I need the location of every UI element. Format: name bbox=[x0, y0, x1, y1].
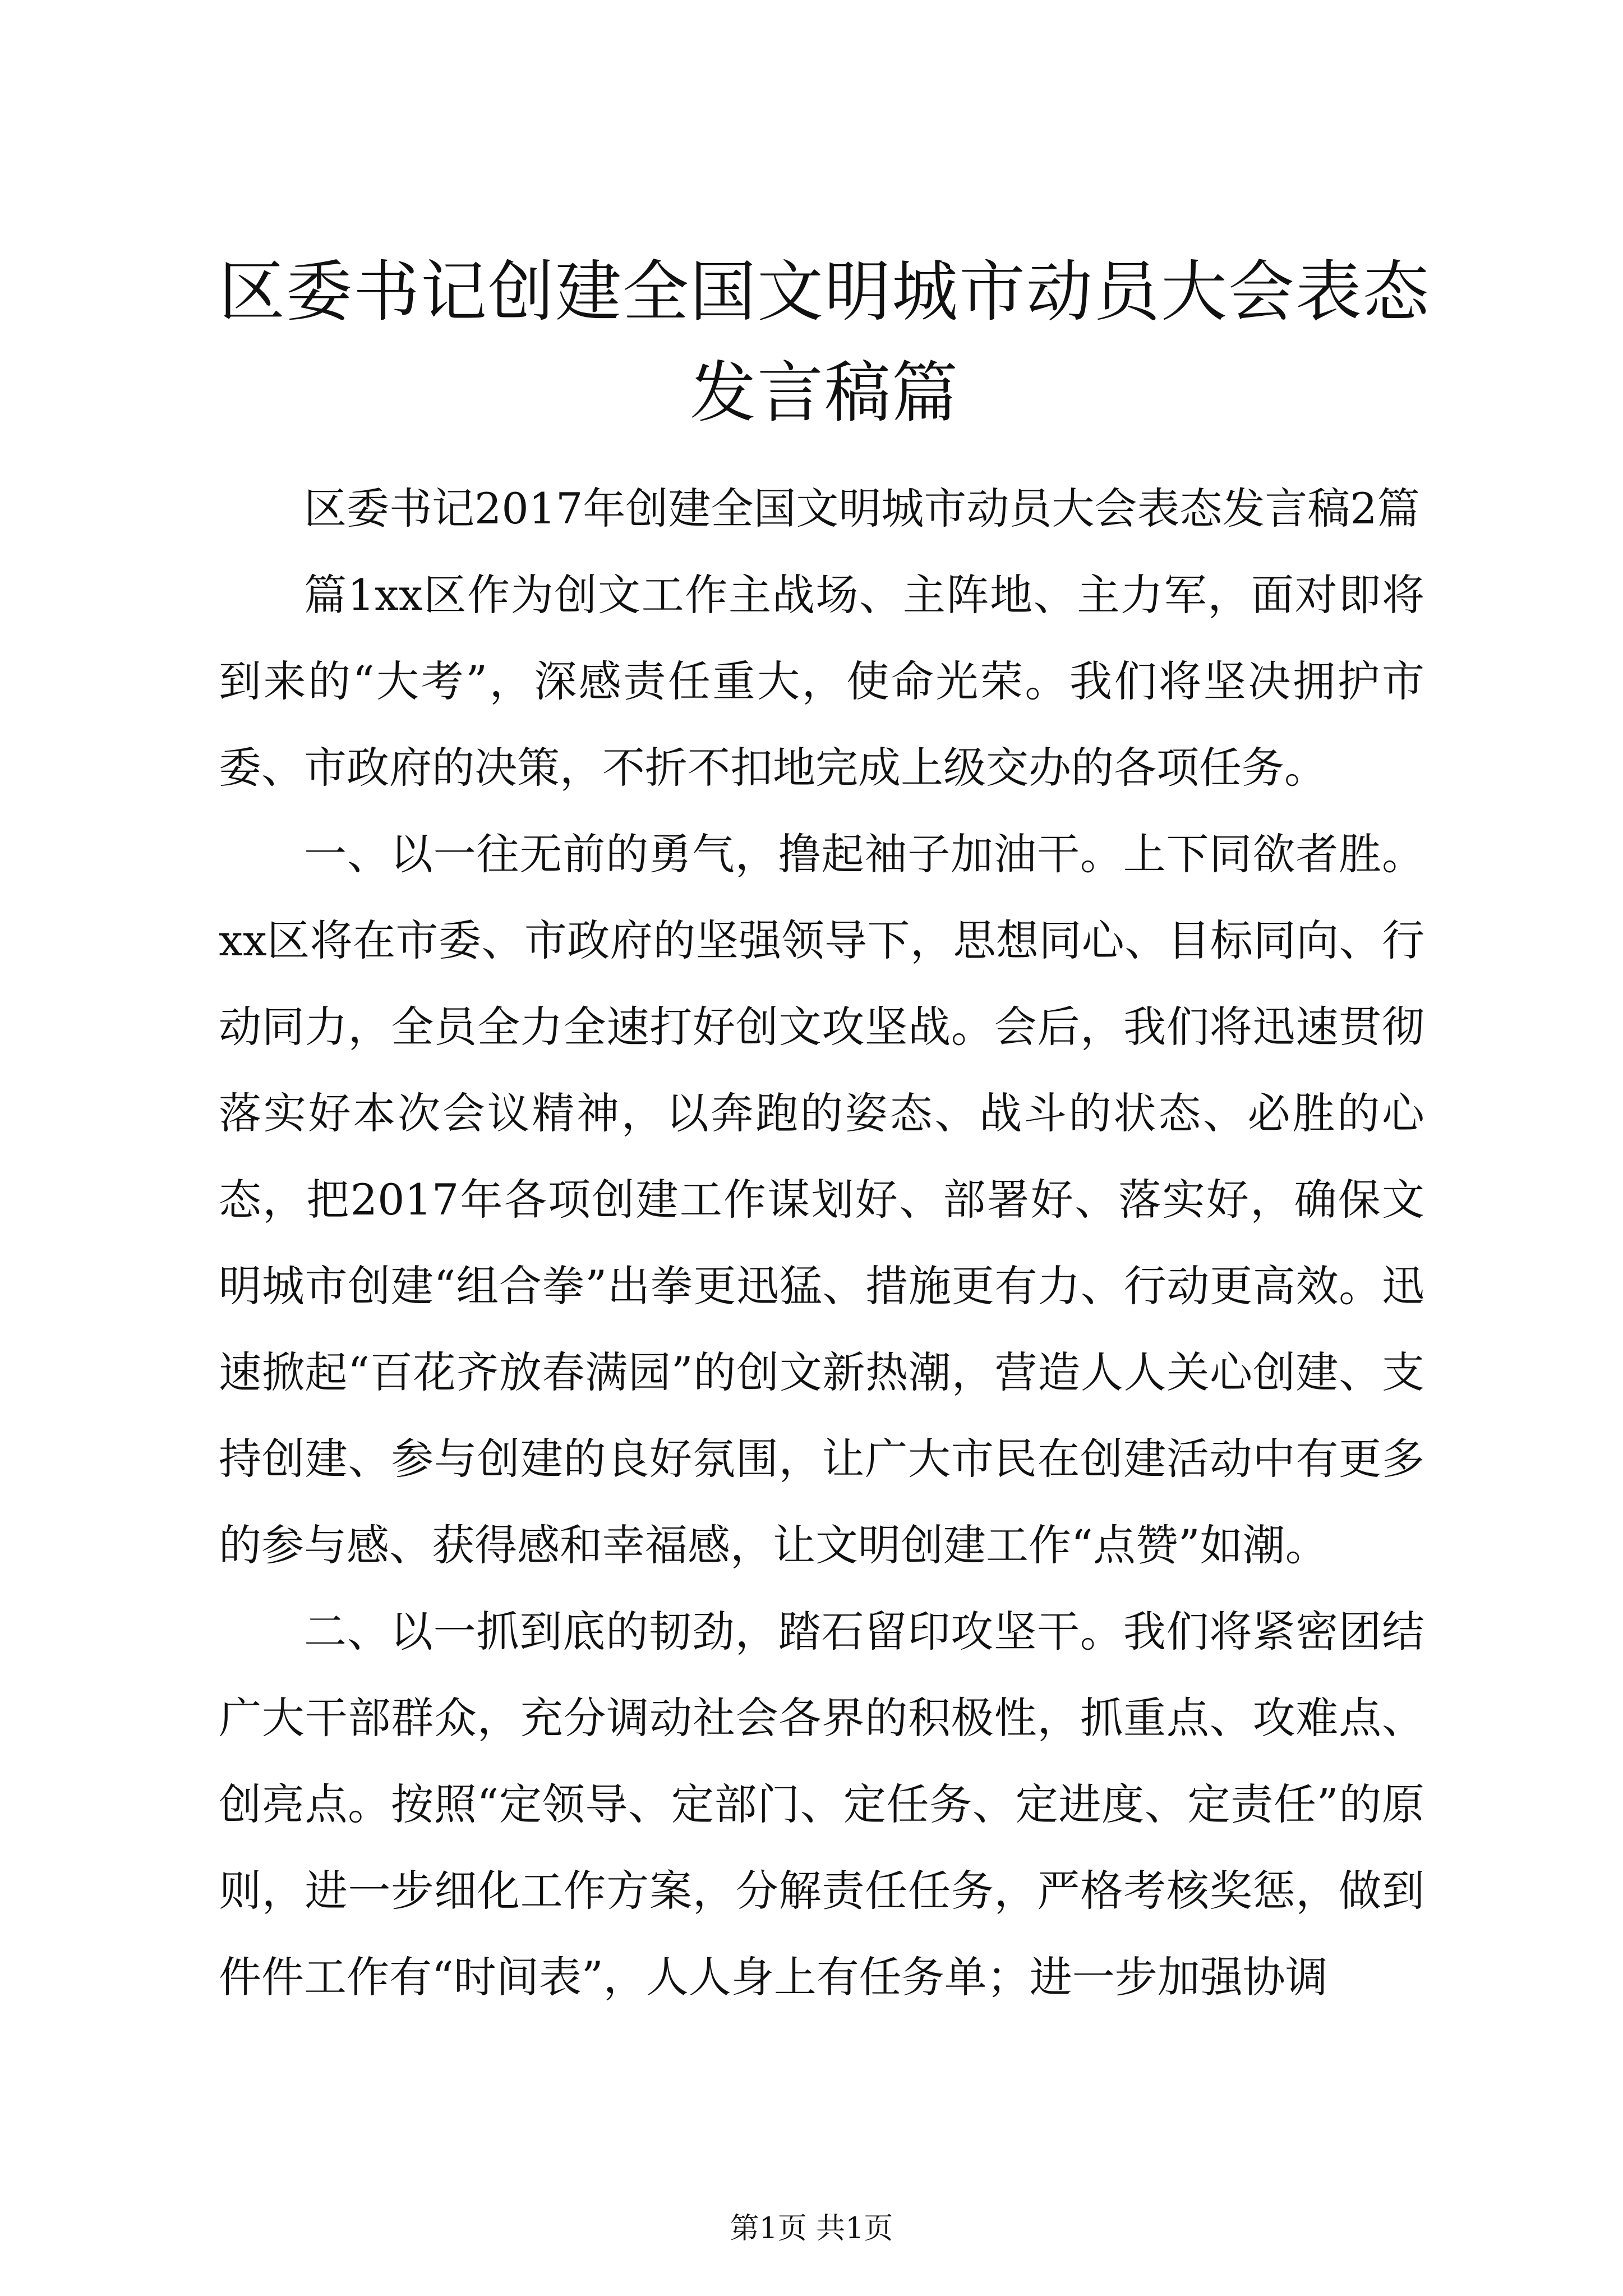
paragraph: 一、以一往无前的勇气，撸起袖子加油干。上下同欲者胜。xx区将在市委、市政府的坚强领导下，思想同心、目标同向、行动同力，全员全力全速打好创文攻坚战。会后，我们将迅速贯彻落实好本次会议精神，以奔跑的姿态、战斗的状态、必胜的心态，把2017年各项创建工作谋划好、部署好、落实好，确保文明城市创建“组合拳”出拳更迅猛、措施更有力、行动更高效。迅速掀起“百花齐放春满园”的创文新热潮，营造人人关心创建、支持创建、参与创建的良好氛围，让广大市民在创建活动中有更多的参与感、获得感和幸福感，让文明创建工作“点赞”如潮。 bbox=[219, 829, 1424, 1570]
paragraph: 篇1xx区作为创文工作主战场、主阵地、主力军，面对即将到来的“大考”，深感责任重大，使命光荣。我们将坚决拥护市委、市政府的决策，不折不扣地完成上级交办的各项任务。 bbox=[219, 570, 1424, 793]
paragraph: 二、以一抓到底的韧劲，踏石留印攻坚干。我们将紧密团结广大干部群众，充分调动社会各界的积极性，抓重点、攻难点、创亮点。按照“定领导、定部门、定任务、定进度、定责任”的原则，进一步细化工作方案，分解责任任务，严格考核奖惩，做到件件工作有“时间表”，人人身上有任务单；进一步加强协调 bbox=[219, 1607, 1424, 2002]
document-body bbox=[219, 466, 1424, 2021]
document-title: 区委书记创建全国文明城市动员大会表态发言稿篇 bbox=[219, 253, 1431, 431]
paragraph: 区委书记2017年创建全国文明城市动员大会表态发言稿2篇 bbox=[304, 484, 1420, 533]
page-footer: 第1页 共1页 bbox=[730, 2212, 893, 2246]
